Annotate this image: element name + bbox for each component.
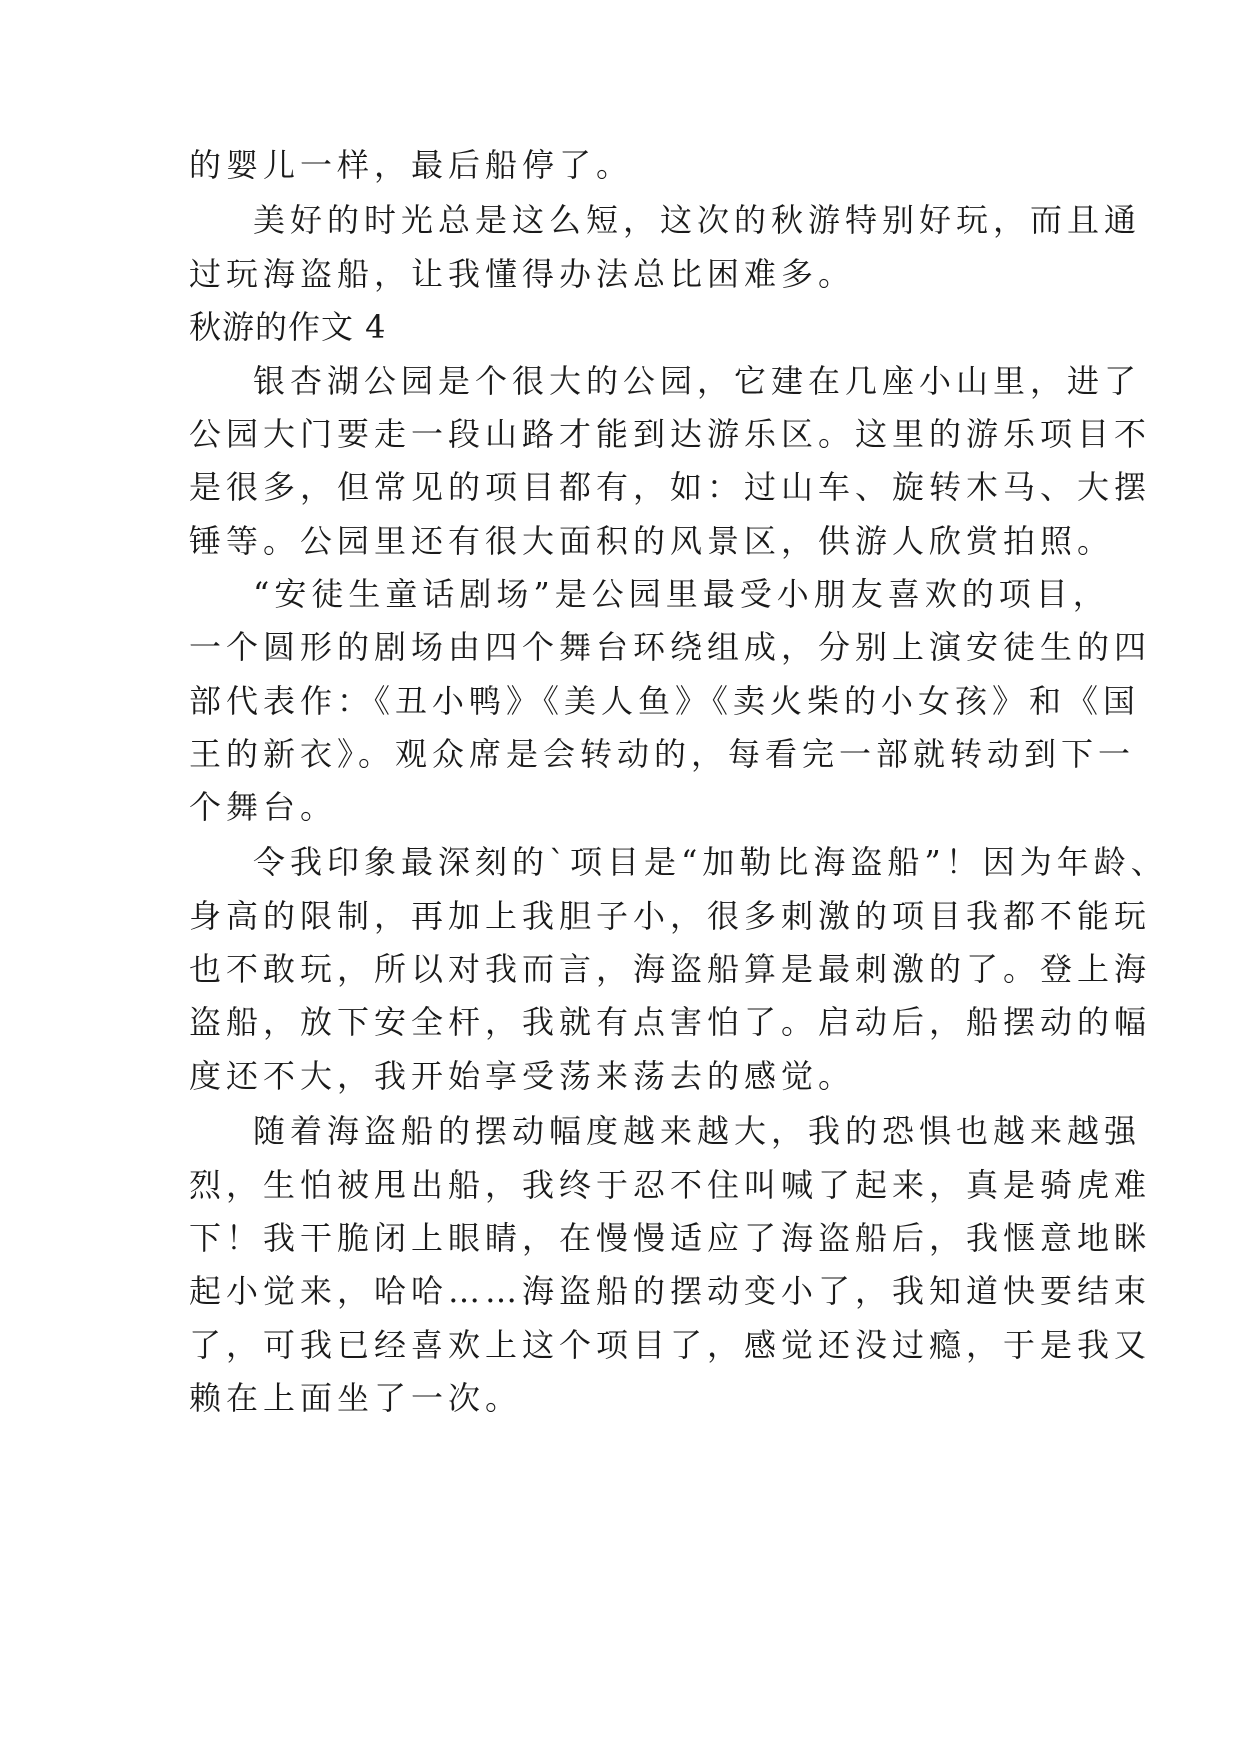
section-title: 秋游的作文 4 (189, 308, 387, 346)
text-line: 起小觉来，哈哈……海盗船的摆动变小了，我知道快要结束 (189, 1272, 1152, 1310)
text-line: 下！我干脆闭上眼睛，在慢慢适应了海盗船后，我惬意地眯 (189, 1219, 1152, 1257)
text-line: 部代表作：《丑小鸭》《美人鱼》《卖火柴的小女孩》和《国 (189, 682, 1141, 720)
text-line: 盗船，放下安全杆，我就有点害怕了。启动后，船摆动的幅 (189, 1003, 1152, 1041)
paragraph-first-line: “安徒生童话剧场”是公园里最受小朋友喜欢的项目， (253, 575, 1110, 613)
text-line: 的婴儿一样，最后船停了。 (189, 146, 634, 184)
text-line: 一个圆形的剧场由四个舞台环绕组成，分别上演安徒生的四 (189, 628, 1152, 666)
text-line: 锤等。公园里还有很大面积的风景区，供游人欣赏拍照。 (189, 522, 1115, 560)
text-line: 个舞台。 (189, 788, 338, 826)
text-line: 赖在上面坐了一次。 (189, 1379, 523, 1417)
text-line: 王的新衣》。观众席是会转动的，每看完一部就转动到下一 (189, 735, 1136, 773)
paragraph-first-line: 令我印象最深刻的`项目是“加勒比海盗船”！因为年龄、 (253, 843, 1168, 881)
text-line: 过玩海盗船，让我懂得办法总比困难多。 (189, 255, 856, 293)
paragraph-first-line: 美好的时光总是这么短，这次的秋游特别好玩，而且通 (253, 201, 1142, 239)
text-line: 烈，生怕被甩出船，我终于忍不住叫喊了起来，真是骑虎难 (189, 1166, 1152, 1204)
text-line: 公园大门要走一段山路才能到达游乐区。这里的游乐项目不 (189, 415, 1152, 453)
paragraph-first-line: 银杏湖公园是个很大的公园，它建在几座小山里，进了 (253, 362, 1142, 400)
text-line: 是很多，但常见的项目都有，如：过山车、旋转木马、大摆 (189, 468, 1152, 506)
text-line: 度还不大，我开始享受荡来荡去的感觉。 (189, 1057, 856, 1095)
text-line: 也不敢玩，所以对我而言，海盗船算是最刺激的了。登上海 (189, 950, 1152, 988)
text-line: 了，可我已经喜欢上这个项目了，感觉还没过瘾，于是我又 (189, 1326, 1152, 1364)
text-line: 身高的限制，再加上我胆子小，很多刺激的项目我都不能玩 (189, 897, 1152, 935)
paragraph-first-line: 随着海盗船的摆动幅度越来越大，我的恐惧也越来越强 (253, 1112, 1142, 1150)
